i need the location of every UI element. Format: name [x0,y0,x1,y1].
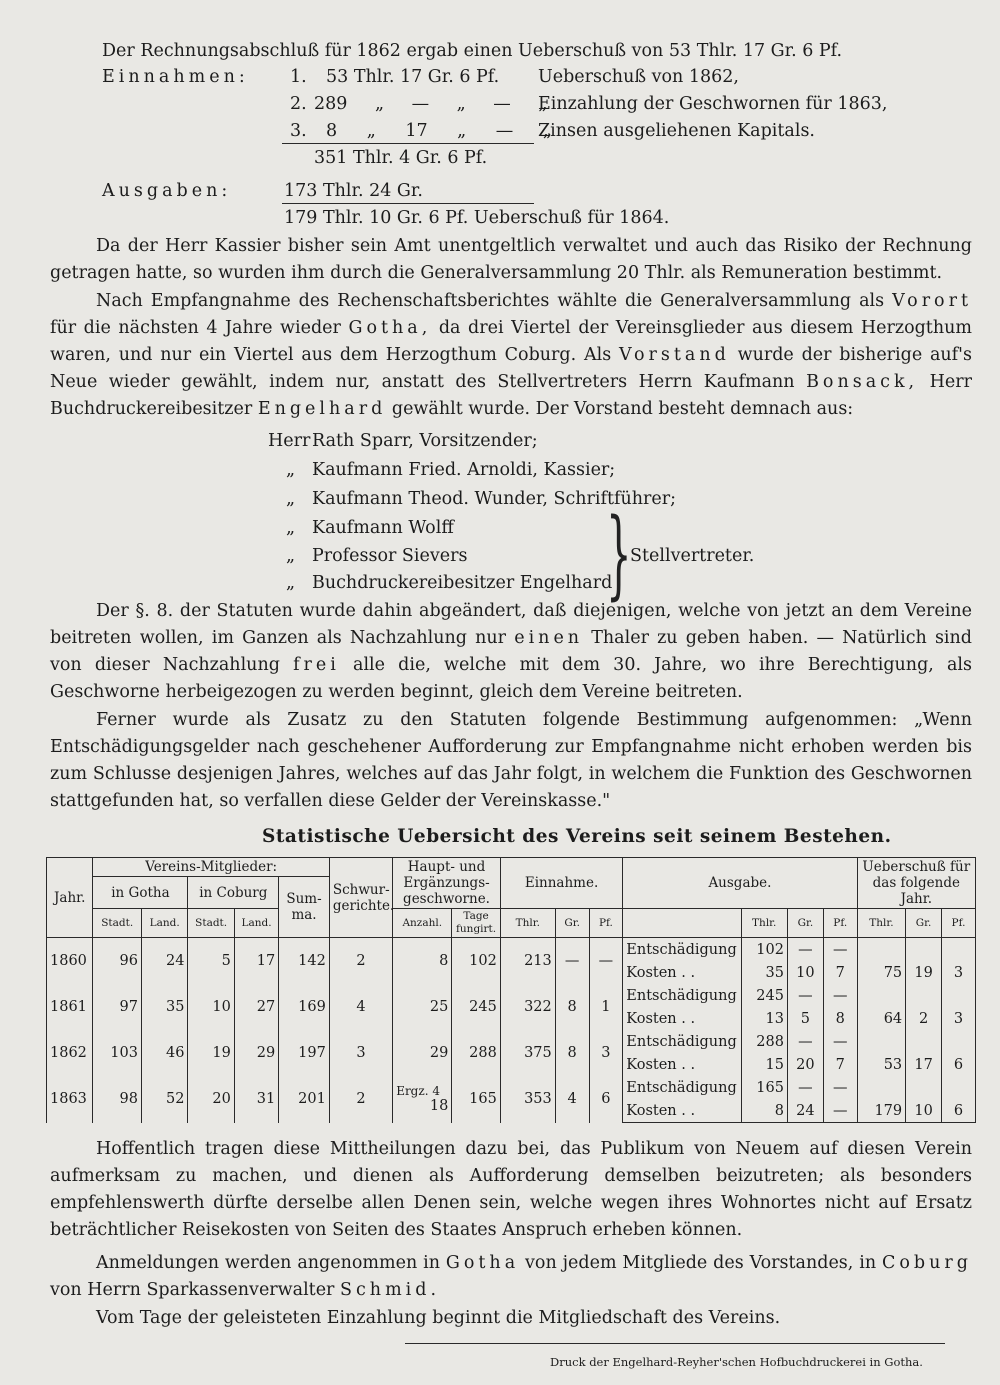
tage-cell: 102 [452,938,501,985]
header-gotha-land: Land. [141,909,187,938]
table-row [47,938,976,962]
ueberschuss-gr-cell [906,1030,942,1053]
einnahmen-amount-2: 289 „ — „ — „ [314,94,548,114]
board-prefix-6: „ [286,573,296,593]
header-ueberschuss-gr: Gr. [906,909,942,938]
p2-k: gewählt wurde. Der Vorstand besteht demnach aus: [391,399,854,419]
summa-cell: 142 [279,938,330,985]
anzahl-value: 25 [429,999,449,1015]
board-member-6: Buchdruckereibesitzer Engelhard [312,573,613,593]
einnahme-gr-cell: — [555,938,589,985]
gotha-stadt-cell: 103 [93,1030,142,1076]
ueberschuss-thlr-cell: 64 [857,1007,906,1030]
summa-cell: 169 [279,984,330,1030]
ausgabe-thlr-cell: 13 [741,1007,787,1030]
gotha-land-cell: 24 [141,938,187,985]
table-title: Statistische Uebersicht des Vereins seit seinem Bestehen. [262,826,892,847]
ueberschuss-gr-cell: 10 [906,1099,942,1123]
einnahmen-label: Einnahmen: [102,67,249,87]
ausgabe-posten-cell: Kosten . . [623,1099,741,1123]
header-gotha-stadt: Stadt. [93,909,142,938]
coburg-land-cell: 29 [234,1030,278,1076]
tage-cell: 165 [452,1076,501,1123]
header-einnahme-pf: Pf. [589,909,623,938]
ausgabe-gr-cell: — [787,938,823,962]
ausgabe-gr-cell: 5 [787,1007,823,1030]
einnahme-thlr-cell: 353 [500,1076,555,1123]
statistics-table [46,857,976,1123]
einnahmen-sum-rule [282,143,534,144]
einnahme-pf-cell: 3 [589,1030,623,1076]
board-brace-label: Stellvertreter. [630,546,755,566]
p2-vorstand: Vorstand [618,345,730,365]
ueberschuss-thlr-cell [857,938,906,962]
einnahmen-desc-2: Einzahlung der Geschwornen für 1863, [538,94,888,114]
header-ausgabe-gr: Gr. [787,909,823,938]
ausgabe-pf-cell: 7 [823,1053,857,1076]
ausgabe-gr-cell: — [787,1076,823,1099]
ausgabe-thlr-cell: 245 [741,984,787,1007]
paragraph-kassier [50,233,972,287]
p2-i: Herr Buchdruckereibesitzer [50,372,972,419]
ueberschuss-gr-cell [906,1076,942,1099]
year-cell: 1861 [47,984,93,1030]
header-einnahme-gr: Gr. [555,909,589,938]
anzahl-cell [393,1030,452,1076]
einnahmen-num-1: 1. [290,67,307,87]
year-cell: 1862 [47,1030,93,1076]
header-in-coburg: in Coburg [188,877,279,909]
p2-vorort: Vorort [892,291,972,311]
p2-engelhard: Engelhard [257,399,387,419]
p3-e: alle die, welche mit dem 30. Jahre, wo ihre Berechtigung, als Geschworne herbeigezogen zu werden beginnt, gleich dem Vereine beitreten. [50,655,972,702]
coburg-stadt-cell: 19 [188,1030,234,1076]
table-row [47,1076,976,1099]
ueberschuss-thlr-cell [857,1076,906,1099]
header-ausgabe-thlr: Thlr. [741,909,787,938]
ausgabe-posten-cell: Entschädigung [623,938,741,962]
paragraph-vorort [50,288,972,423]
ausgabe-gr-cell: 20 [787,1053,823,1076]
ueberschuss-pf-cell [942,984,976,1007]
ueberschuss-thlr-cell: 53 [857,1053,906,1076]
paragraph-kassier-text: Da der Herr Kassier bisher sein Amt unentgeltlich verwaltet und auch das Risiko der Rechnung getragen hatte, so wurden ihm durch die Generalversammlung 20 Thlr. als Remuneration bestimmt. [50,236,972,283]
ausgaben-rule [282,203,534,204]
p2-c: für die nächsten 4 Jahre wieder [50,318,341,338]
header-ausgabe-pf: Pf. [823,909,857,938]
coburg-stadt-cell: 20 [188,1076,234,1123]
ausgabe-thlr-cell: 8 [741,1099,787,1123]
coburg-land-cell: 17 [234,938,278,985]
header-schwurgerichte: Schwur-gerichte. [329,858,392,938]
einnahme-thlr-cell: 322 [500,984,555,1030]
ausgabe-pf-cell: — [823,984,857,1007]
ausgabe-gr-cell: — [787,1030,823,1053]
ausgabe-posten-cell: Kosten . . [623,1053,741,1076]
p3-c: Thaler zu geben haben. — Natürlich sind von dieser Nachzahlung [50,628,972,675]
schwurgerichte-cell: 2 [329,938,392,985]
einnahmen-num-3: 3. [290,121,307,141]
schwurgerichte-cell: 4 [329,984,392,1030]
p3-a: Der §. 8. der Statuten wurde dahin abgeändert, daß diejenigen, welche von jetzt an dem Vereine beitreten wollen, im Ganzen als Nachzahlung nur [50,601,972,648]
board-prefix-5: „ [286,546,296,566]
ueberschuss-pf-cell: 3 [942,961,976,984]
einnahme-pf-cell: 6 [589,1076,623,1123]
einnahmen-total: 351 Thlr. 4 Gr. 6 Pf. [314,148,488,168]
tage-cell: 245 [452,984,501,1030]
p2-gotha: Gotha, [348,318,432,338]
board-member-2: Kaufmann Fried. Arnoldi, Kassier; [312,460,616,480]
ausgabe-posten-cell: Entschädigung [623,1030,741,1053]
ueberschuss-gr-cell: 19 [906,961,942,984]
einnahme-pf-cell: — [589,938,623,985]
ausgabe-thlr-cell: 15 [741,1053,787,1076]
p2-e: da drei Viertel der Vereinsglieder aus diesem Herzogthum waren, und nur ein Viertel aus dem Herzogthum Coburg. Als [50,318,972,365]
ausgabe-posten-cell: Kosten . . [623,1007,741,1030]
gotha-land-cell: 52 [141,1076,187,1123]
ueberschuss-pf-cell: 6 [942,1053,976,1076]
einnahme-gr-cell: 8 [555,1030,589,1076]
anzahl-cell [393,984,452,1030]
header-ausgabe-posten [623,909,741,938]
board-member-4: Kaufmann Wolff [312,518,454,538]
ausgabe-pf-cell: — [823,1076,857,1099]
summa-cell: 201 [279,1076,330,1123]
p2-g: wurde der bisherige auf's Neue wieder gewählt, indem nur, anstatt des Stellvertreters Herrn Kaufmann [50,345,972,392]
paragraph-hoffentlich [50,1136,972,1244]
header-ueberschuss-pf: Pf. [942,909,976,938]
p7-text: Vom Tage der geleisteten Einzahlung beginnt die Mitgliedschaft des Vereins. [96,1308,781,1328]
coburg-stadt-cell: 10 [188,984,234,1030]
header-jahr: Jahr. [47,858,93,938]
ueberschuss-thlr-cell [857,1030,906,1053]
board-prefix-2: „ [286,460,296,480]
ergaenzung-note: Ergz. 4 [396,1084,440,1099]
header-ausgabe: Ausgabe. [623,858,857,909]
einnahmen-desc-3: Zinsen ausgeliehenen Kapitals. [538,121,815,141]
p6-coburg: Coburg [882,1253,972,1273]
p5-text: Hoffentlich tragen diese Mittheilungen dazu bei, das Publikum von Neuem auf diesen Verein aufmerksam zu machen, und dienen als Aufforderung demselben beizutreten; als besonders empfehlenswerth dürfte derselbe allen Denen sein, welche wegen ihres Wohnortes nicht auf Ersatz beträchtlicher Reisekosten von Seiten des Staates Anspruch erheben können. [50,1139,972,1240]
header-geschworne: Haupt- und Ergänzungs-geschworne. [393,858,501,909]
year-cell: 1863 [47,1076,93,1123]
einnahme-thlr-cell: 213 [500,938,555,985]
einnahme-thlr-cell: 375 [500,1030,555,1076]
ausgabe-thlr-cell: 35 [741,961,787,984]
ausgabe-pf-cell: — [823,1099,857,1123]
einnahmen-amount-3: 8 „ 17 „ — „ [326,121,552,141]
paragraph-anmeldungen [50,1250,972,1304]
anzahl-value: 8 [439,953,449,969]
header-einnahme-thlr: Thlr. [500,909,555,938]
gotha-stadt-cell: 96 [93,938,142,985]
ueberschuss-thlr-cell: 75 [857,961,906,984]
ausgabe-posten-cell: Kosten . . [623,961,741,984]
ueberschuss-pf-cell [942,1030,976,1053]
header-summa: Sum-ma. [279,877,330,938]
ausgabe-posten-cell: Entschädigung [623,1076,741,1099]
footer-rule [405,1343,945,1344]
anzahl-value: 29 [429,1045,449,1061]
p3-einen: einen [514,628,584,648]
header-tage: Tage fungirt. [452,909,501,938]
ausgabe-posten-cell: Entschädigung [623,984,741,1007]
curly-brace-icon: } [606,498,632,610]
p6-gotha: Gotha [445,1253,520,1273]
ausgabe-gr-cell: 10 [787,961,823,984]
board-prefix-1: Herr [268,431,311,451]
board-member-5: Professor Sievers [312,546,468,566]
ausgabe-pf-cell: 7 [823,961,857,984]
gotha-stadt-cell: 98 [93,1076,142,1123]
ausgabe-pf-cell: 8 [823,1007,857,1030]
anzahl-cell [393,1076,452,1123]
table-row [47,984,976,1007]
p2-a: Nach Empfangnahme des Rechenschaftsberichtes wählte die Generalversammlung als [96,291,885,311]
intro-line: Der Rechnungsabschluß für 1862 ergab einen Ueberschuß von 53 Thlr. 17 Gr. 6 Pf. [102,41,843,61]
ueberschuss-gr-cell: 17 [906,1053,942,1076]
einnahmen-amount-1: 53 Thlr. 17 Gr. 6 Pf. [326,67,500,87]
gotha-land-cell: 35 [141,984,187,1030]
p6-a: Anmeldungen werden angenommen in [96,1253,440,1273]
table-row [47,1030,976,1053]
anzahl-cell [393,938,452,985]
ausgabe-gr-cell: — [787,984,823,1007]
header-coburg-land: Land. [234,909,278,938]
p2-bonsack: Bonsack, [806,372,919,392]
coburg-stadt-cell: 5 [188,938,234,985]
gotha-land-cell: 46 [141,1030,187,1076]
einnahme-gr-cell: 4 [555,1076,589,1123]
ausgaben-result: 179 Thlr. 10 Gr. 6 Pf. Ueberschuß für 1864. [284,208,670,228]
ueberschuss-gr-cell [906,938,942,962]
ueberschuss-thlr-cell [857,984,906,1007]
header-ueberschuss: Ueberschuß für das folgende Jahr. [857,858,975,909]
board-member-1: Rath Sparr, Vorsitzender; [312,431,538,451]
einnahme-pf-cell: 1 [589,984,623,1030]
board-member-3: Kaufmann Theod. Wunder, Schriftführer; [312,489,677,509]
einnahmen-desc-1: Ueberschuß von 1862, [538,67,739,87]
paragraph-mitgliedschaft [50,1305,972,1332]
board-prefix-4: „ [286,518,296,538]
year-cell: 1860 [47,938,93,985]
p3-frei: frei [293,655,340,675]
schwurgerichte-cell: 2 [329,1076,392,1123]
ausgaben-label: Ausgaben: [102,181,232,201]
coburg-land-cell: 31 [234,1076,278,1123]
coburg-land-cell: 27 [234,984,278,1030]
summa-cell: 197 [279,1030,330,1076]
einnahme-gr-cell: 8 [555,984,589,1030]
tage-cell: 288 [452,1030,501,1076]
p6-e: von Herrn Sparkassenverwalter [50,1280,335,1300]
statistics-table-body [47,938,976,1123]
ausgabe-gr-cell: 24 [787,1099,823,1123]
ueberschuss-pf-cell: 6 [942,1099,976,1123]
board-prefix-3: „ [286,489,296,509]
header-einnahme: Einnahme. [500,858,622,909]
header-mitglieder: Vereins-Mitglieder: [93,858,329,877]
ueberschuss-gr-cell [906,984,942,1007]
p6-c: von jedem Mitgliede des Vorstandes, in [525,1253,877,1273]
ueberschuss-gr-cell: 2 [906,1007,942,1030]
ueberschuss-pf-cell [942,938,976,962]
printer-imprint: Druck der Engelhard-Reyher'schen Hofbuchdruckerei in Gotha. [550,1355,923,1369]
paragraph-statuten [50,598,972,706]
ausgabe-pf-cell: — [823,938,857,962]
ueberschuss-thlr-cell: 179 [857,1099,906,1123]
header-coburg-stadt: Stadt. [188,909,234,938]
p6-schmid: Schmid. [340,1280,441,1300]
paragraph-zusatz [50,707,972,815]
schwurgerichte-cell: 3 [329,1030,392,1076]
ausgabe-pf-cell: — [823,1030,857,1053]
gotha-stadt-cell: 97 [93,984,142,1030]
ausgaben-amount: 173 Thlr. 24 Gr. [284,181,423,201]
ueberschuss-pf-cell [942,1076,976,1099]
einnahmen-num-2: 2. [290,94,307,114]
p4-text: Ferner wurde als Zusatz zu den Statuten folgende Bestimmung aufgenommen: „Wenn Entschädigungsgelder nach geschehener Aufforderung zur Empfangnahme nicht erhoben werden bis zum Schlusse desjenigen Jahres, welches auf das Jahr folgt, in welchem die Funktion des Geschwornen stattgefunden hat, so verfallen diese Gelder der Vereinskasse." [50,710,972,811]
anzahl-value: 18 [429,1098,449,1115]
ausgabe-thlr-cell: 165 [741,1076,787,1099]
header-in-gotha: in Gotha [93,877,188,909]
ausgabe-thlr-cell: 288 [741,1030,787,1053]
header-anzahl: Anzahl. [393,909,452,938]
header-ueberschuss-thlr: Thlr. [857,909,906,938]
ueberschuss-pf-cell: 3 [942,1007,976,1030]
ausgabe-thlr-cell: 102 [741,938,787,962]
